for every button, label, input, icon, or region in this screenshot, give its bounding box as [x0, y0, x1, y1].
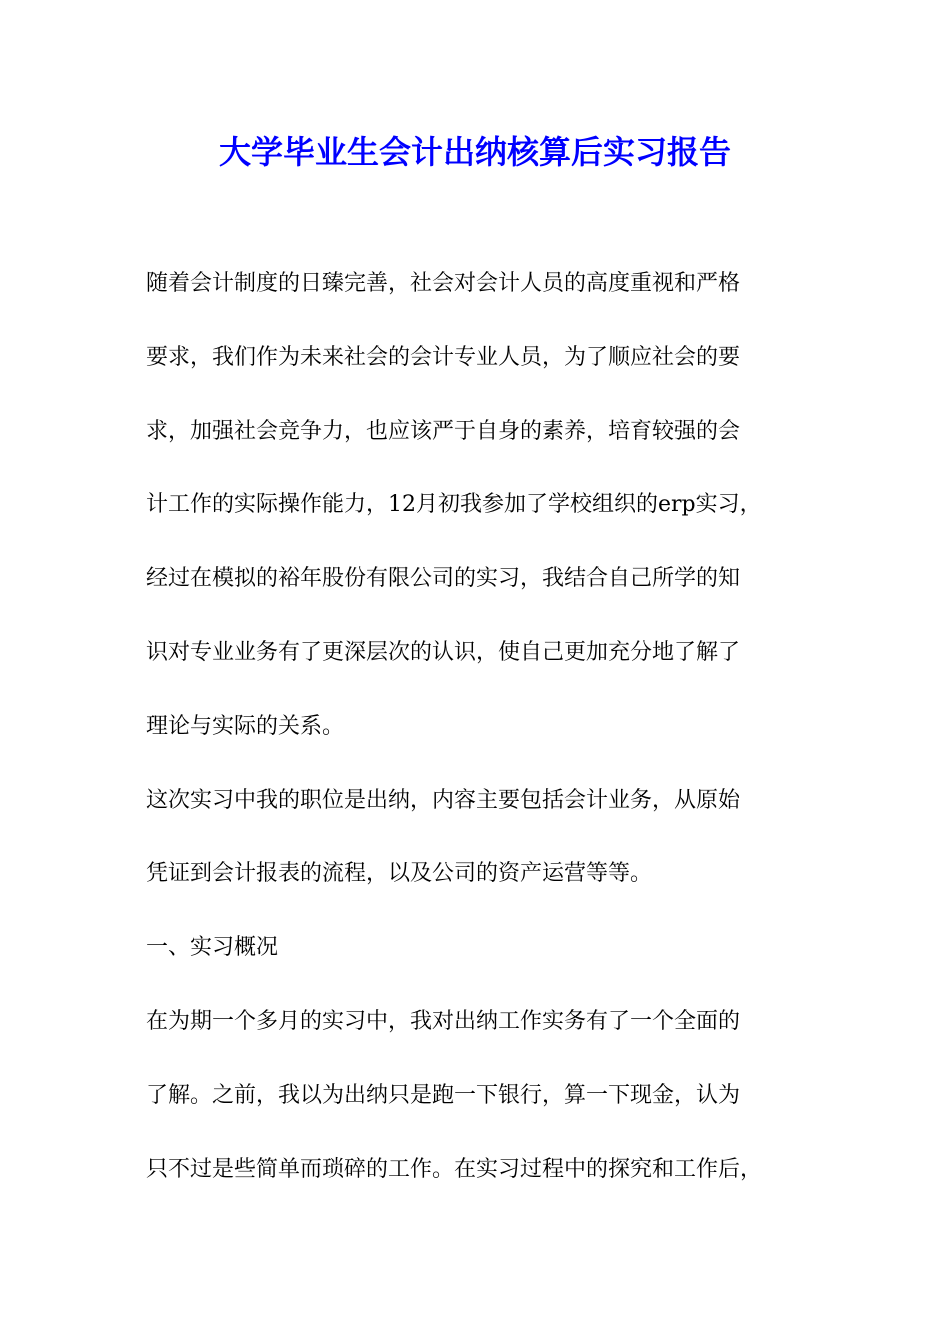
document-body — [146, 262, 826, 1221]
text-line: 这次实习中我的职位是出纳，内容主要包括会计业务，从原始 — [146, 787, 741, 813]
section-heading: 一、实习概况 — [146, 935, 279, 961]
text-line: 只不过是些简单而琐碎的工作。在实习过程中的探究和工作后， — [146, 1156, 763, 1182]
text-line: 要求，我们作为未来社会的会计专业人员，为了顺应社会的要 — [146, 344, 741, 370]
text-line: 识对专业业务有了更深层次的认识，使自己更加充分地了解了 — [146, 639, 741, 665]
text-line: 理论与实际的关系。 — [146, 713, 345, 739]
text-line: 随着会计制度的日臻完善，社会对会计人员的高度重视和严格 — [146, 271, 741, 296]
text-line: 在为期一个多月的实习中，我对出纳工作实务有了一个全面的 — [146, 1008, 741, 1034]
text-line: 经过在模拟的裕年股份有限公司的实习，我结合自己所学的知 — [146, 566, 741, 592]
document-title: 大学毕业生会计出纳核算后实习报告 — [218, 133, 731, 171]
text-line: 求，加强社会竞争力，也应该严于自身的素养，培育较强的会 — [146, 418, 741, 444]
text-line: 了解。之前，我以为出纳只是跑一下银行，算一下现金，认为 — [146, 1082, 741, 1108]
text-line: 凭证到会计报表的流程，以及公司的资产运营等等。 — [146, 861, 653, 887]
text-line: 计工作的实际操作能力，12月初我参加了学校组织的erp实习， — [146, 492, 762, 518]
